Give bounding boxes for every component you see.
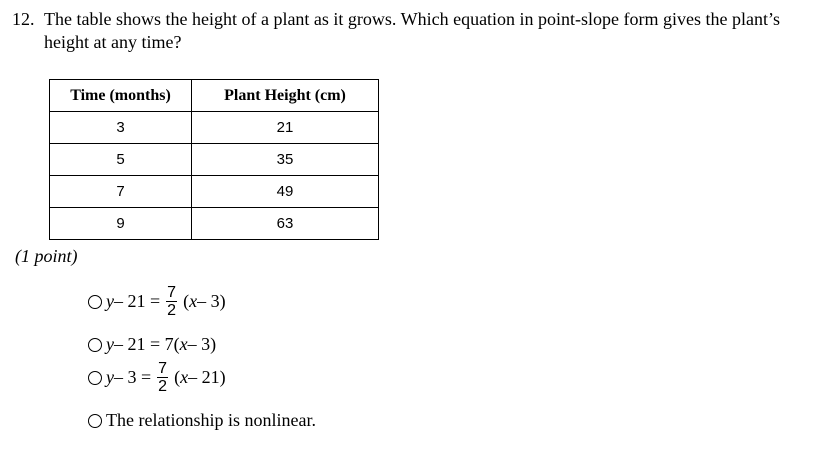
choice-d[interactable] bbox=[88, 410, 316, 431]
table-row bbox=[50, 208, 379, 240]
choice-c-var: y bbox=[106, 367, 114, 387]
choice-a-lhs: – 21 = bbox=[114, 291, 161, 311]
cell-time: 9 bbox=[50, 208, 192, 240]
data-table bbox=[49, 79, 379, 240]
radio-button-d[interactable] bbox=[88, 414, 102, 428]
choice-c-rhs-var: x bbox=[180, 367, 189, 387]
choice-a-var: y bbox=[106, 291, 114, 311]
choice-d-text: The relationship is nonlinear. bbox=[106, 410, 316, 430]
question-number: 12. bbox=[12, 9, 35, 29]
table-row bbox=[50, 176, 379, 208]
cell-height: 63 bbox=[192, 208, 379, 240]
choice-a-rhs-var: x bbox=[189, 291, 198, 311]
cell-time: 3 bbox=[50, 112, 192, 144]
cell-height: 21 bbox=[192, 112, 379, 144]
choice-c-fraction bbox=[157, 360, 168, 395]
table-row bbox=[50, 144, 379, 176]
cell-height: 49 bbox=[192, 176, 379, 208]
choice-b-var: y bbox=[106, 334, 114, 354]
choice-a-numerator: 7 bbox=[167, 284, 177, 301]
choice-a-rhs-open: ( bbox=[183, 291, 190, 311]
choice-c-rhs-open: ( bbox=[174, 367, 181, 387]
choice-a-rhs-rest: – 3) bbox=[197, 291, 226, 311]
choice-c-denominator: 2 bbox=[158, 378, 168, 395]
choice-c-rhs-rest: – 21) bbox=[188, 367, 226, 387]
radio-button-b[interactable] bbox=[88, 338, 102, 352]
choice-c-lhs: – 3 = bbox=[114, 367, 152, 387]
radio-button-c[interactable] bbox=[88, 371, 102, 385]
cell-time: 5 bbox=[50, 144, 192, 176]
cell-time: 7 bbox=[50, 176, 192, 208]
cell-height: 35 bbox=[192, 144, 379, 176]
question-text: The table shows the height of a plant as it grows. Which equation in point-slope form gives the plant’s height at any time? bbox=[44, 9, 781, 52]
choice-c-numerator: 7 bbox=[158, 360, 168, 377]
choice-a[interactable] bbox=[88, 284, 226, 319]
points-label: (1 point) bbox=[15, 246, 78, 266]
choice-a-fraction bbox=[166, 284, 177, 319]
choice-b-lhs: – 21 = 7( bbox=[114, 334, 180, 354]
radio-button-a[interactable] bbox=[88, 295, 102, 309]
header-height: Plant Height (cm) bbox=[192, 80, 379, 112]
choice-b-rhs-rest: – 3) bbox=[187, 334, 217, 354]
table-row bbox=[50, 112, 379, 144]
choice-c[interactable] bbox=[88, 360, 226, 395]
choice-b-rhs-var: x bbox=[179, 334, 188, 354]
choice-b[interactable] bbox=[88, 334, 216, 355]
header-time: Time (months) bbox=[50, 80, 192, 112]
choice-a-denominator: 2 bbox=[167, 302, 177, 319]
table-header-row bbox=[50, 80, 379, 112]
